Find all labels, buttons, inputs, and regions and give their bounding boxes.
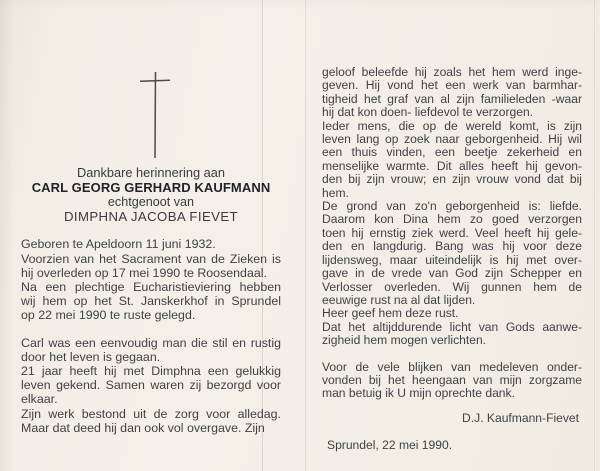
paragraph-light xyxy=(322,321,582,348)
paragraph-faith xyxy=(322,66,582,120)
paragraph-character xyxy=(21,336,281,364)
text-line: lijdensweg, maar uiteindelijk is hij met over- xyxy=(322,252,582,267)
text-line: toen hij ernstig ziek werd. Veel heeft hij gele- xyxy=(322,225,582,240)
text-line: hem. xyxy=(322,185,349,200)
paragraph-security xyxy=(322,120,582,200)
text-line: Dat het altijddurende licht van Gods aanwe- xyxy=(322,319,582,334)
paragraph-illness xyxy=(322,200,582,307)
text-line: gave in de vrede van God zijn Schepper en xyxy=(322,266,582,281)
text-line: tigheid het graf van al zijn familieleden -waar xyxy=(322,91,582,106)
place-date: Sprundel, 22 mei 1990. xyxy=(327,438,453,453)
dedication-line: Dankbare herinnering aan xyxy=(77,165,225,180)
text-line: den bij zijn vrouw; en zijn vrouw vond dat bij xyxy=(322,172,582,187)
paragraph-marriage xyxy=(21,364,281,407)
text-line: Carl was een eenvoudig man die stil en rustig xyxy=(21,335,281,350)
right-page xyxy=(322,66,582,453)
fold-line xyxy=(305,0,306,471)
text-line: Voorzien van het Sacrament van de Zieken is xyxy=(21,251,281,266)
text-line: Verlosser overleden. Wij gunnen hem de xyxy=(322,279,582,294)
paragraph-sacrament xyxy=(21,252,281,280)
text-line: De grond van zo'n geborgenheid is: liefde. xyxy=(322,199,582,214)
text-line: wij hem op het St. Janskerkhof in Sprundel xyxy=(21,294,281,309)
paragraph-work xyxy=(21,407,281,435)
text-line: een thuis vinden, een beetje zekerheid en xyxy=(322,145,582,160)
page-edge xyxy=(594,0,595,471)
text-line: Zijn werk bestond uit de zorg voor alledag. xyxy=(21,406,281,421)
left-page-body xyxy=(21,237,281,435)
text-line: Na een plechtige Eucharistieviering hebben xyxy=(21,279,281,294)
text-line: Daarom kon Dina hem zo goed verzorgen xyxy=(322,212,582,227)
text-line: Heer geef hem deze rust. xyxy=(322,306,459,321)
text-line: leven lang op zoek naar geborgenheid. Hij wil xyxy=(322,132,582,147)
text-line: geven. Hij vond het een werk van barmhar- xyxy=(322,78,582,93)
text-line: hij dat kon doen- liefdevol te verzorgen. xyxy=(322,105,534,120)
paragraph-born xyxy=(21,237,281,251)
memorial-header xyxy=(21,166,281,224)
paragraph-thanks xyxy=(322,361,582,401)
text-line: den en langdurig. Bang was hij voor deze xyxy=(322,239,582,254)
text-line: geloof beleefde hij zoals het hem werd inge- xyxy=(322,65,582,79)
text-line: Voor de vele blijken van medeleven onder- xyxy=(322,359,582,374)
text-line: Maar dat deed hij dan ook vol overgave. Zijn xyxy=(21,420,265,435)
text-line: eeuwige rust na al dat lijden. xyxy=(322,292,476,307)
paragraph-burial xyxy=(21,280,281,323)
cross-icon xyxy=(21,71,281,158)
text-line: leven gekend. Samen waren zij bezorgd voor xyxy=(21,378,281,393)
signature: D.J. Kaufmann-Fievet xyxy=(462,410,579,425)
paragraph-prayer xyxy=(322,307,582,320)
left-page xyxy=(21,0,281,435)
text-line: Geboren te Apeldoorn 11 juni 1932. xyxy=(21,237,216,252)
text-line: menselijke warmte. Dit alles heeft hij gevon- xyxy=(322,158,582,173)
text-line: elkaar. xyxy=(21,392,58,407)
text-line: zigheid hem mogen verlichten. xyxy=(322,333,487,348)
text-line: vonden bij het heengaan van mijn zorgzame xyxy=(322,372,582,387)
relation-line: echtgenoot van xyxy=(107,195,195,210)
deceased-name: CARL GEORG GERHARD KAUFMANN xyxy=(31,179,271,195)
text-line: Ieder mens, die op de wereld komt, is zijn xyxy=(322,118,582,133)
text-line: 21 jaar heeft hij met Dimphna een gelukkig xyxy=(21,364,281,378)
text-line: hij overleden op 17 mei 1990 te Roosendaal. xyxy=(21,265,267,280)
text-line: op 22 mei 1990 te ruste gelegd. xyxy=(21,308,196,323)
text-line: man betuig ik U mijn oprechte dank. xyxy=(322,386,515,401)
spouse-name: DIMPHNA JACOBA FIEVET xyxy=(63,208,238,224)
text-line: door het leven is gegaan. xyxy=(21,349,161,364)
